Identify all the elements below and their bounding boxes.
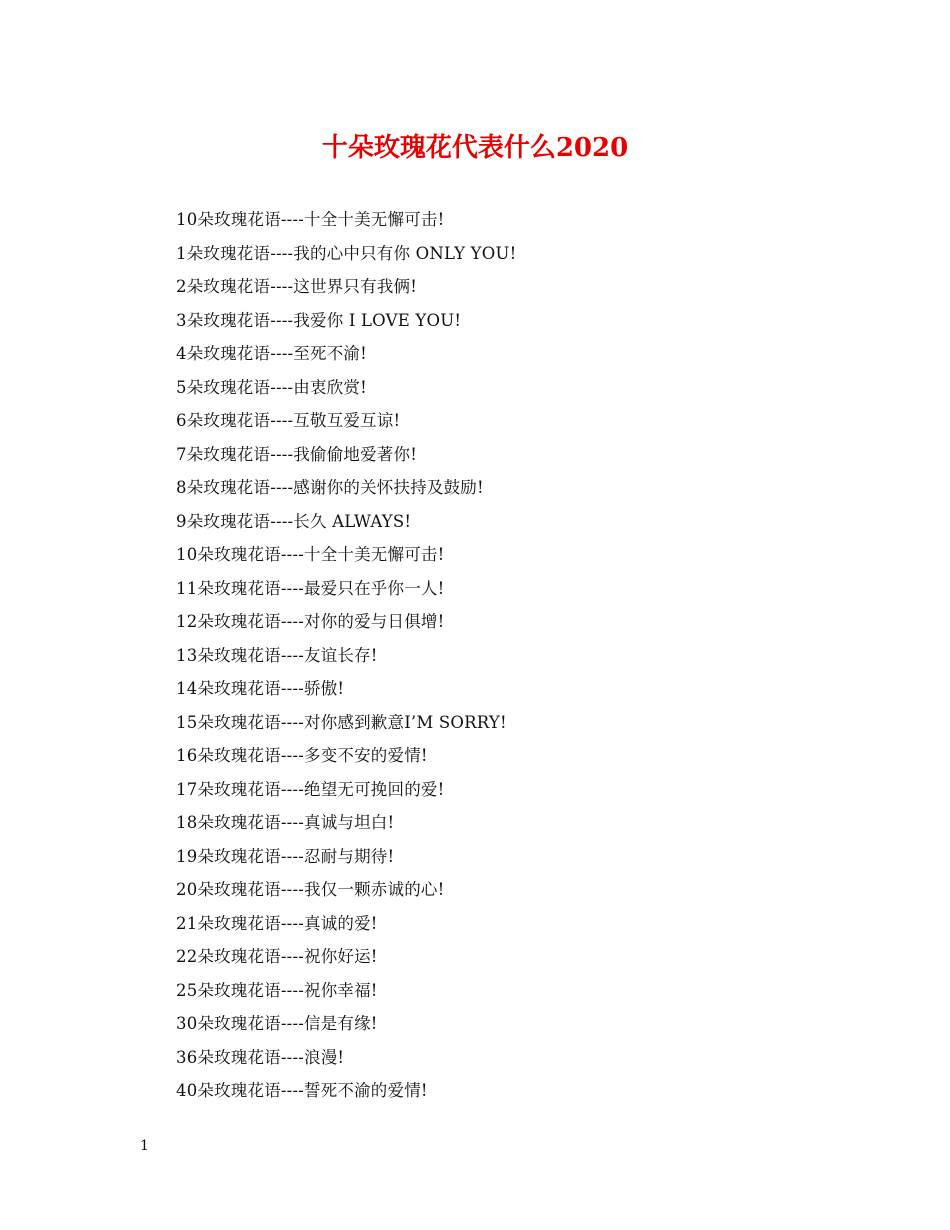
list-item: 10朵玫瑰花语----十全十美无懈可击! [176, 545, 445, 564]
list-item: 9朵玫瑰花语----长久 ALWAYS! [176, 511, 412, 531]
list-item: 8朵玫瑰花语----感谢你的关怀扶持及鼓励! [176, 478, 484, 497]
list-item: 12朵玫瑰花语----对你的爱与日俱增! [176, 612, 445, 631]
list-item: 17朵玫瑰花语----绝望无可挽回的爱! [176, 779, 445, 799]
list-item: 16朵玫瑰花语----多变不安的爱情! [176, 746, 428, 765]
list-item: 14朵玫瑰花语----骄傲! [176, 679, 345, 698]
list-item: 7朵玫瑰花语----我偷偷地爱著你! [176, 444, 418, 464]
list-item: 22朵玫瑰花语----祝你好运! [176, 947, 378, 966]
list-item: 6朵玫瑰花语----互敬互爱互谅! [176, 411, 401, 430]
page-number: 1 [140, 1138, 149, 1154]
list-item: 20朵玫瑰花语----我仅一颗赤诚的心! [176, 880, 445, 899]
list-item: 19朵玫瑰花语----忍耐与期待! [176, 846, 395, 866]
list-item: 11朵玫瑰花语----最爱只在乎你一人! [176, 578, 445, 598]
list-item: 2朵玫瑰花语----这世界只有我俩! [176, 277, 418, 296]
list-item: 3朵玫瑰花语----我爱你 I LOVE YOU! [176, 310, 462, 330]
list-item: 30朵玫瑰花语----信是有缘! [176, 1014, 378, 1033]
list-item: 25朵玫瑰花语----祝你幸福! [176, 980, 378, 1000]
list-item: 36朵玫瑰花语----浪漫! [176, 1047, 345, 1067]
list-item: 21朵玫瑰花语----真诚的爱! [176, 913, 378, 933]
list-item: 40朵玫瑰花语----誓死不渝的爱情! [176, 1081, 428, 1100]
list-item: 1朵玫瑰花语----我的心中只有你 ONLY YOU! [176, 243, 517, 263]
list-item: 15朵玫瑰花语----对你感到歉意I’M SORRY! [176, 712, 507, 732]
rose-meaning-list [176, 203, 516, 1108]
list-item: 4朵玫瑰花语----至死不渝! [176, 344, 367, 363]
list-item: 10朵玫瑰花语----十全十美无懈可击! [176, 210, 445, 229]
list-item: 5朵玫瑰花语----由衷欣赏! [176, 377, 367, 397]
list-item: 13朵玫瑰花语----友谊长存! [176, 645, 378, 665]
list-item: 18朵玫瑰花语----真诚与坦白! [176, 813, 395, 832]
document-title: 十朵玫瑰花代表什么2020 [321, 133, 629, 163]
